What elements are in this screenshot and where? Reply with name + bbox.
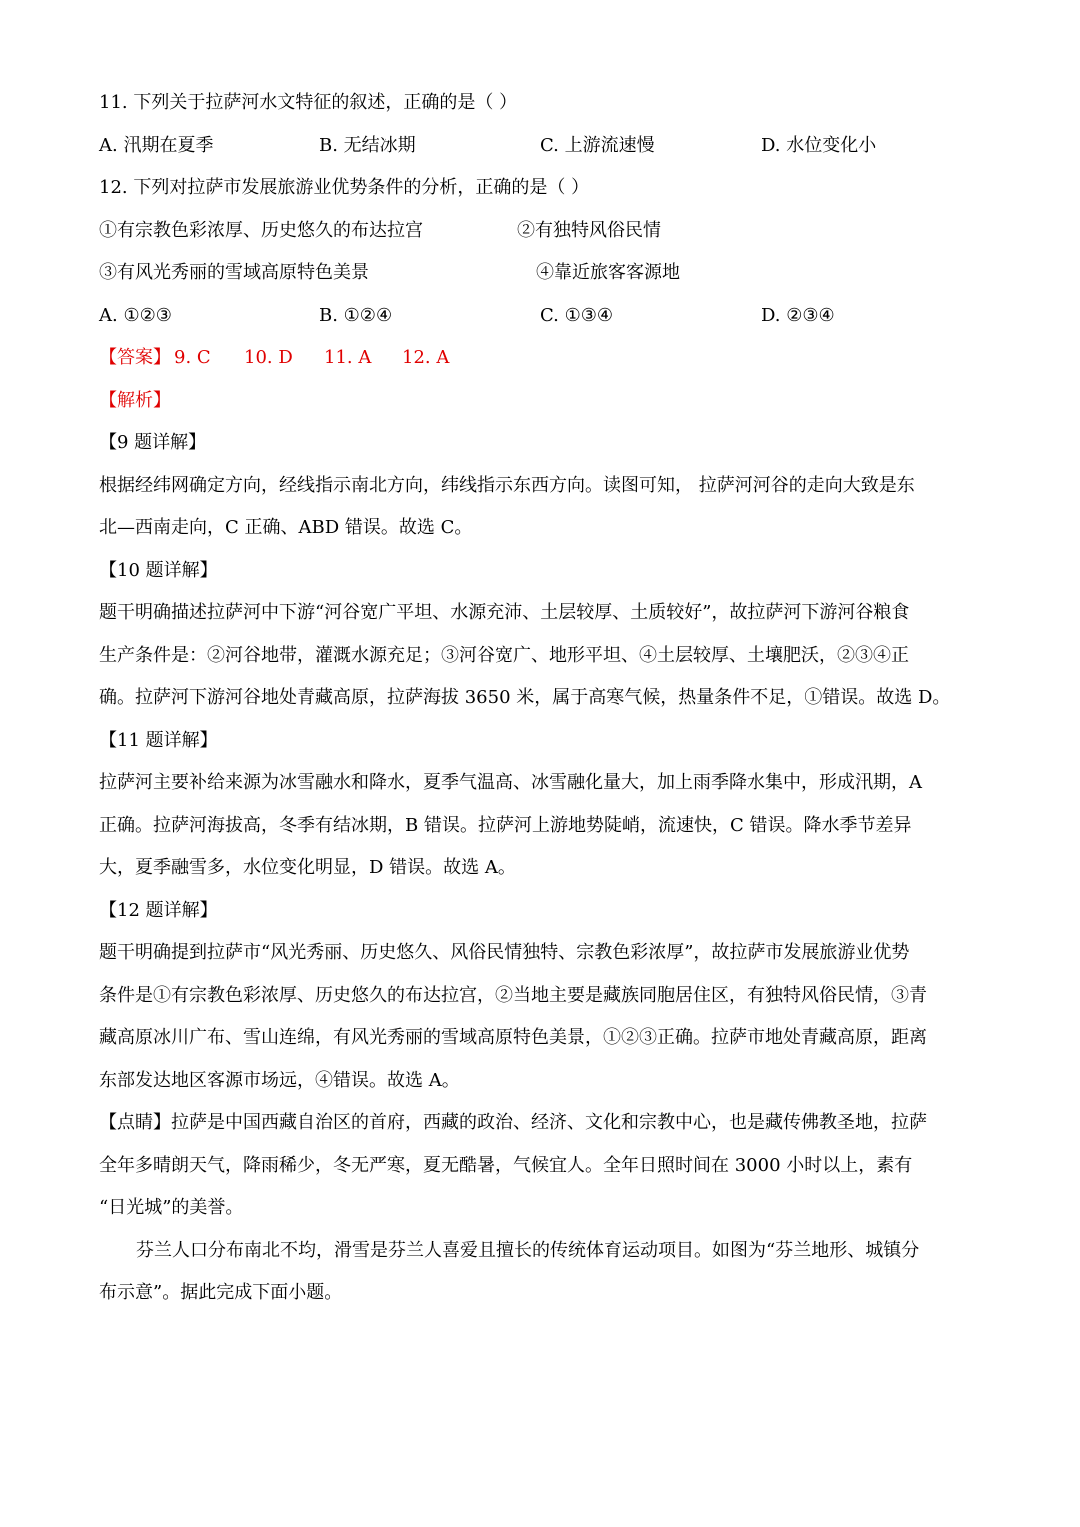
tip-line-3: “日光城”的美誉。 [99,1197,244,1218]
q11-detail-title: 【11 题详解】 [99,730,218,751]
intro-line-2: 布示意”。据此完成下面小题。 [99,1282,343,1303]
intro-line-1: 芬兰人口分布南北不均，滑雪是芬兰人喜爱且擅长的传统体育运动项目。如图为“芬兰地形、城镇分 [136,1240,920,1261]
question-12-item-1: ①有宗教色彩浓厚、历史悠久的布达拉宫 [99,220,423,241]
question-11-option-c: C. 上游流速慢 [540,135,655,156]
question-12-option-d: D. ②③④ [761,305,835,326]
q12-detail-title: 【12 题详解】 [99,900,218,921]
question-12-option-a: A. ①②③ [99,305,172,326]
tip-line-1 [99,1110,927,1136]
question-11-option-b: B. 无结冰期 [319,135,416,156]
q12-detail-line-1: 题干明确提到拉萨市“风光秀丽、历史悠久、风俗民情独特、宗教色彩浓厚”，故拉萨市发展旅游业优势 [99,942,910,963]
q10-detail-line-2: 生产条件是：②河谷地带，灌溉水源充足；③河谷宽广、地形平坦、④土层较厚、土壤肥沃，②③④正 [99,645,909,666]
q9-detail-title: 【9 题详解】 [99,432,207,453]
question-12-option-c: C. ①③④ [540,305,613,326]
analysis-label: 【解析】 [99,390,171,411]
q11-detail-line-1: 拉萨河主要补给来源为冰雪融水和降水，夏季气温高、冰雪融化量大，加上雨季降水集中，形成汛期，A [99,772,922,793]
answer-row [99,345,979,371]
answer-11: 11. A [324,347,372,368]
question-12-option-b: B. ①②④ [319,305,393,326]
question-11-options [99,133,979,159]
q10-detail-line-1: 题干明确描述拉萨河中下游“河谷宽广平坦、水源充沛、土层较厚、土质较好”，故拉萨河下游河谷粮食 [99,602,910,623]
question-12-item-2: ②有独特风俗民情 [517,220,661,241]
question-11-option-d: D. 水位变化小 [761,135,877,156]
question-11-stem: 11. 下列关于拉萨河水文特征的叙述，正确的是（ ） [99,92,518,113]
answer-label: 【答案】 [99,347,171,368]
tip-line-2: 全年多晴朗天气，降雨稀少，冬无严寒，夏无酷暑，气候宜人。全年日照时间在 3000 小时以上，素有 [99,1155,913,1176]
q9-detail-line-1: 根据经纬网确定方向，经线指示南北方向，纬线指示东西方向。读图可知， 拉萨河河谷的走向大致是东 [99,475,915,496]
q12-detail-line-2: 条件是①有宗教色彩浓厚、历史悠久的布达拉宫，②当地主要是藏族同胞居住区，有独特风俗民情，③青 [99,985,927,1006]
q12-detail-line-4: 东部发达地区客源市场远，④错误。故选 A。 [99,1070,460,1091]
answer-9: 9. C [174,347,211,368]
q12-detail-line-3: 藏高原冰川广布、雪山连绵，有风光秀丽的雪域高原特色美景，①②③正确。拉萨市地处青藏高原，距离 [99,1027,927,1048]
question-12-items-row-1 [99,218,979,244]
question-12-item-4: ④靠近旅客客源地 [536,262,680,283]
question-11-option-a: A. 汛期在夏季 [99,135,214,156]
q10-detail-line-3: 确。拉萨河下游河谷地处青藏高原，拉萨海拔 3650 米，属于高寒气候，热量条件不足，①错误。故选 D。 [99,687,951,708]
question-12-items-row-2 [99,260,979,286]
q10-detail-title: 【10 题详解】 [99,560,218,581]
question-12-item-3: ③有风光秀丽的雪域高原特色美景 [99,262,369,283]
q9-detail-line-2: 北—西南走向，C 正确、ABD 错误。故选 C。 [99,517,473,538]
q11-detail-line-2: 正确。拉萨河海拔高，冬季有结冰期，B 错误。拉萨河上游地势陡峭，流速快，C 错误。降水季节差异 [99,815,912,836]
tip-label: 【点睛】 [99,1112,171,1133]
question-12-stem: 12. 下列对拉萨市发展旅游业优势条件的分析，正确的是（ ） [99,177,590,198]
tip-text-1: 拉萨是中国西藏自治区的首府，西藏的政治、经济、文化和宗教中心，也是藏传佛教圣地，拉萨 [171,1112,927,1133]
answer-12: 12. A [402,347,450,368]
answer-10: 10. D [244,347,293,368]
question-12-options [99,303,979,329]
q11-detail-line-3: 大，夏季融雪多，水位变化明显，D 错误。故选 A。 [99,857,516,878]
